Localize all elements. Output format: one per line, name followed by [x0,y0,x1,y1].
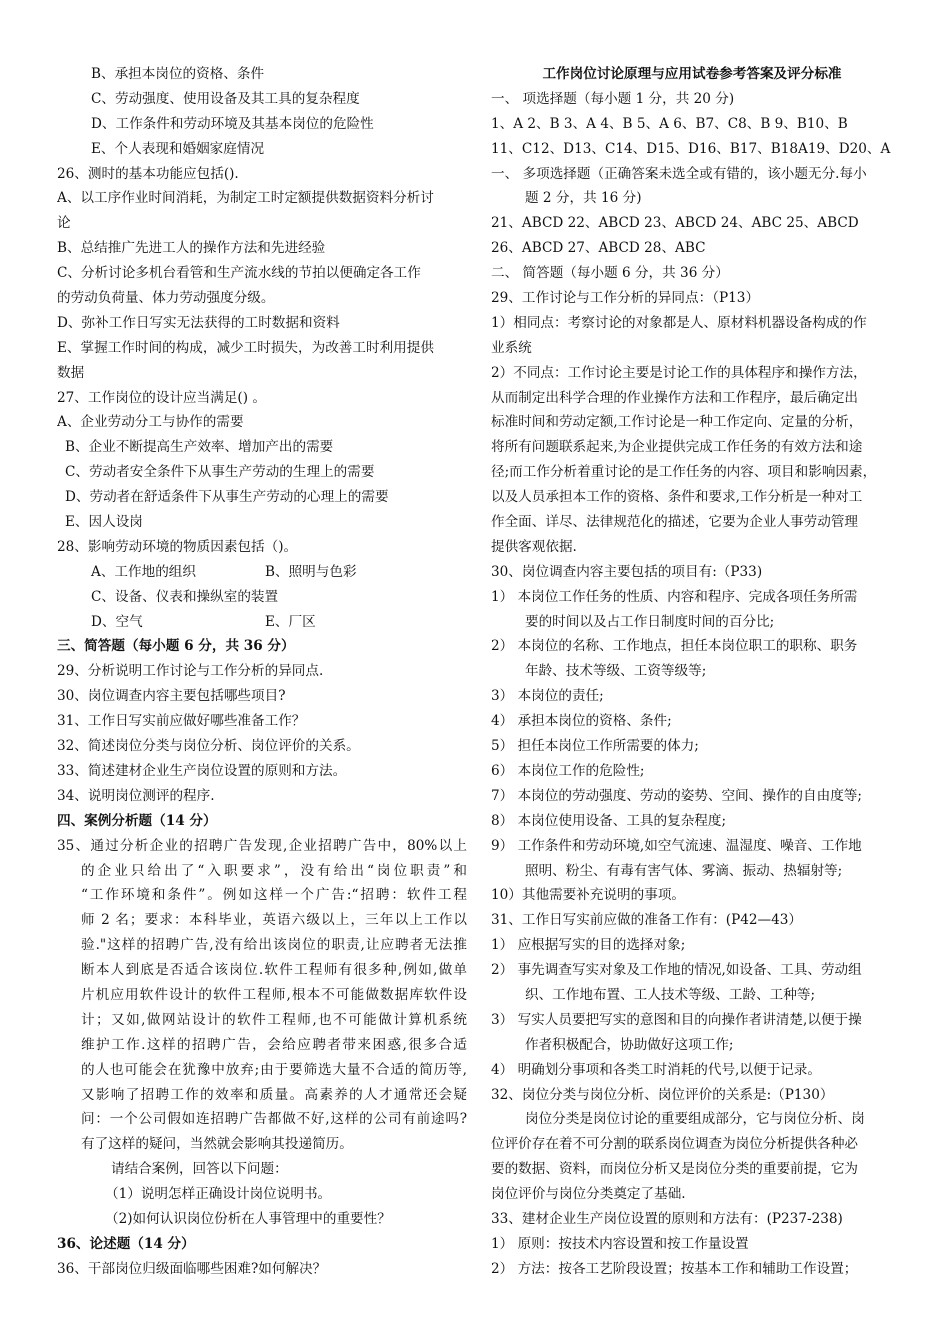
right-text-line: 1）相同点：考察讨论的对象都是人、原材料机器设备构成的作 [491,314,867,331]
right-text-line: 要的时间以及占工作日制度时间的百分比; [525,613,775,630]
left-text-line: 论 [57,215,71,232]
left-text-line: 33、简述建材企业生产岗位设置的原则和方法。 [57,762,347,779]
left-text-line: 26、测时的基本功能应包括(). [57,165,239,182]
right-text-line: 3） 写实人员要把写实的意图和目的向操作者讲清楚,以便于操 [491,1011,862,1028]
right-text-line: 29、工作讨论与工作分析的异同点：（P13） [491,290,760,307]
right-text-line: 径;而工作分析着重讨论的是工作任务的内容、项目和影响因素， [491,464,877,481]
right-text-line: 二、 简答题（每小题 6 分，共 36 分） [491,265,729,282]
left-text-line: C、分析讨论多机台看管和生产流水线的节拍以便确定各工作 [57,265,421,282]
left-text-line: （2)如何认识岗位份析在人事管理中的重要性？ [105,1210,391,1227]
left-text-line: C、劳动者安全条件下从事生产劳动的生理上的需要 [65,464,375,481]
left-text-line: 32、简述岗位分类与岗位分析、岗位评价的关系。 [57,738,360,755]
right-text-line: 9） 工作条件和劳动环境,如空气流速、温湿度、噪音、工作地 [491,837,862,854]
right-text-line: 2）不同点：工作讨论主要是讨论工作的具体程序和操作方法， [491,364,867,381]
right-text-line: 照明、粉尘、有毒有害气体、雾滴、振动、热辐射等; [525,862,843,879]
right-text-line: 2） 方法：按各工艺阶段设置；按基本工作和辅助工作设置； [491,1260,858,1277]
left-text-line: E、掌握工作时间的构成，减少工时损失，为改善工时利用提供 [57,339,434,356]
left-text-line: A、以工序作业时间消耗，为制定工时定额提供数据资料分析讨 [57,190,434,207]
right-text-line: 提供客观依据. [491,538,577,555]
left-text-line: 计；又如,做网站设计的软件工程师,也不可能做计算机系统 [81,1011,467,1028]
left-text-line: “工作环境和条件”。例如这样一个广告:“招聘：软件工程 [81,887,467,904]
left-text-line: A、企业劳动分工与协作的需要 [57,414,244,431]
right-text-line: 业系统 [491,339,532,356]
right-text-line: 要的数据、资料，而岗位分析又是岗位分类的重要前提，它为 [491,1161,859,1178]
right-text-line: 一、 项选择题（每小题 1 分，共 20 分) [491,90,735,107]
right-text-line: 2） 本岗位的名称、工作地点，担任本岗位职工的职称、职务 [491,638,858,655]
left-text-line: 数据 [57,364,85,381]
right-text-line: 题 2 分，共 16 分) [525,190,642,207]
right-text-line: 岗位分类是岗位讨论的重要组成部分，它与岗位分析、岗 [525,1111,865,1128]
left-text-line: 维护工作.这样的招聘广告，会给应聘者带来困惑,很多合适 [81,1036,467,1053]
right-text-line: 织、工作地布置、工人技术等级、工龄、工种等; [525,986,816,1003]
right-text-line: 工作岗位讨论原理与应用试卷参考答案及评分标准 [542,66,842,82]
right-text-line: 5） 担任本岗位工作所需要的体力; [491,738,699,755]
left-text-line: D、弥补工作日写实无法获得的工时数据和资料 [57,314,340,331]
left-text-line: 27、工作岗位的设计应当满足() 。 [57,389,266,406]
right-text-line: 作者积极配合，协助做好这项工作; [525,1036,734,1053]
left-text-line: D、空气 E、厂区 [91,613,316,630]
left-text-line: E、因人设岗 [65,514,143,531]
right-text-line: 10）其他需要补充说明的事项。 [491,887,686,904]
right-text-line: 32、岗位分类与岗位分析、岗位评价的关系是:（P130） [491,1086,834,1103]
left-text-line: 的企业只给出了“入职要求”，没有给出“岗位职责”和 [81,862,467,879]
left-text-line: 31、工作日写实前应做好哪些准备工作？ [57,713,306,730]
left-text-line: C、设备、仪表和操纵室的装置 [91,588,279,605]
left-text-line: B、总结推广先进工人的操作方法和先进经验 [57,240,326,257]
right-text-line: 7） 本岗位的劳动强度、劳动的姿势、空间、操作的自由度等; [491,787,862,804]
left-text-line: 师 2 名；要求：本科毕业，英语六级以上，三年以上工作以 [81,912,467,929]
left-text-line: E、个人表现和婚姻家庭情况 [91,140,265,157]
right-text-line: 33、建材企业生产岗位设置的原则和方法有：(P237-238) [491,1210,843,1227]
right-text-line: 26、ABCD 27、ABCD 28、ABC [491,240,706,257]
right-text-line: 1） 原则：按技术内容设置和按工作量设置 [491,1235,749,1252]
right-text-line: 30、岗位调查内容主要包括的项目有:（P33) [491,563,763,580]
left-text-line: 28、影响劳动环境的物质因素包括（)。 [57,538,298,555]
left-column [57,62,467,1282]
left-text-line: 验."这样的招聘广告,没有给出该岗位的职责,让应聘者无法推 [81,937,467,954]
left-text-line: 36、干部岗位归级面临哪些困难?如何解决？ [57,1260,327,1277]
right-text-line: 31、工作日写实前应做的准备工作有：(P42—43） [491,912,803,929]
right-text-line: 3） 本岗位的责任; [491,688,604,705]
left-text-line: 有了这样的疑问，当然就会影响其投递简历。 [81,1136,353,1153]
left-text-line: 30、岗位调查内容主要包括哪些项目? [57,688,286,705]
left-text-line: 片机应用软件设计的软件工程师,根本不可能做数据库软件设 [81,986,467,1003]
left-text-line: 请结合案例，回答以下问题： [111,1161,288,1178]
left-text-line: 36、论述题（14 分） [57,1235,195,1252]
left-text-line: 问：一个公司假如连招聘广告都做不好,这样的公司有前途吗? [81,1111,467,1128]
right-text-line: 21、ABCD 22、ABCD 23、ABCD 24、ABC 25、ABCD [491,215,859,232]
left-text-line: 又影响了招聘工作的效率和质量。高素养的人才通常还会疑 [81,1086,467,1103]
left-text-line: 的劳动负荷量、体力劳动强度分级。 [57,290,275,307]
right-text-line: 1、A 2、B 3、A 4、B 5、A 6、B7、C8、B 9、B10、B [491,115,848,132]
left-text-line: C、劳动强度、使用设备及其工具的复杂程度 [91,90,360,107]
right-text-line: 从而制定出科学合理的作业操作方法和工作程序，最后确定出 [491,389,859,406]
left-text-line: 三、简答题（每小题 6 分，共 36 分） [57,638,295,655]
left-text-line: 断本人到底是否适合该岗位.软件工程师有很多种,例如,做单 [81,962,467,979]
right-text-line: 4） 承担本岗位的资格、条件; [491,713,672,730]
left-text-line: D、劳动者在舒适条件下从事生产劳动的心理上的需要 [65,489,389,506]
right-text-line: 将所有问题联系起来,为企业提供完成工作任务的有效方法和途 [491,439,863,456]
left-text-line: （1）说明怎样正确设计岗位说明书。 [105,1186,332,1203]
right-text-line: 2） 事先调查写实对象及工作地的情况,如设备、工具、劳动组 [491,962,862,979]
left-text-line: B、承担本岗位的资格、条件 [91,66,265,82]
right-text-line: 年龄、技术等级、工资等级等; [525,663,707,680]
right-text-line: 8） 本岗位使用设备、工具的复杂程度; [491,812,727,829]
left-text-line: 29、分析说明工作讨论与工作分析的异同点. [57,663,324,680]
right-text-line: 以及人员承担本工作的资格、条件和要求,工作分析是一种对工 [491,489,863,506]
right-text-line: 4） 明确划分事项和各类工时消耗的代号,以便于记录。 [491,1061,821,1078]
left-text-line: 35、通过分析企业的招聘广告发现,企业招聘广告中，80%以上 [57,837,467,854]
right-text-line: 1） 本岗位工作任务的性质、内容和程序、完成各项任务所需 [491,588,858,605]
right-text-line: 作全面、详尽、法律规范化的描述，它要为企业人事劳动管理 [491,514,859,531]
right-text-line: 11、C12、D13、C14、D15、D16、B17、B18A19、D20、A [491,140,891,157]
right-text-line: 6） 本岗位工作的危险性; [491,762,645,779]
right-text-line: 一、 多项选择题（正确答案未选全或有错的，该小题无分.每小 [491,165,867,182]
left-text-line: 的人也可能会在犹豫中放弃;由于要筛选大量不合适的简历等, [81,1061,467,1078]
left-text-line: D、工作条件和劳动环境及其基本岗位的危险性 [91,115,374,132]
left-text-line: 四、案例分析题（14 分） [57,812,217,829]
right-text-line: 岗位评价与岗位分类奠定了基础. [491,1186,686,1203]
left-text-line: B、企业不断提高生产效率、增加产出的需要 [65,439,334,456]
left-text-line: 34、说明岗位测评的程序. [57,787,215,804]
right-text-line: 位评价存在着不可分割的联系岗位调查为岗位分析提供各种必 [491,1136,859,1153]
left-text-line: A、工作地的组织 B、照明与色彩 [91,563,357,580]
right-text-line: 1） 应根据写实的目的选择对象; [491,937,686,954]
right-column [491,62,893,1282]
right-text-line: 标准时间和劳动定额,工作讨论是一种工作定向、定量的分析， [491,414,863,431]
